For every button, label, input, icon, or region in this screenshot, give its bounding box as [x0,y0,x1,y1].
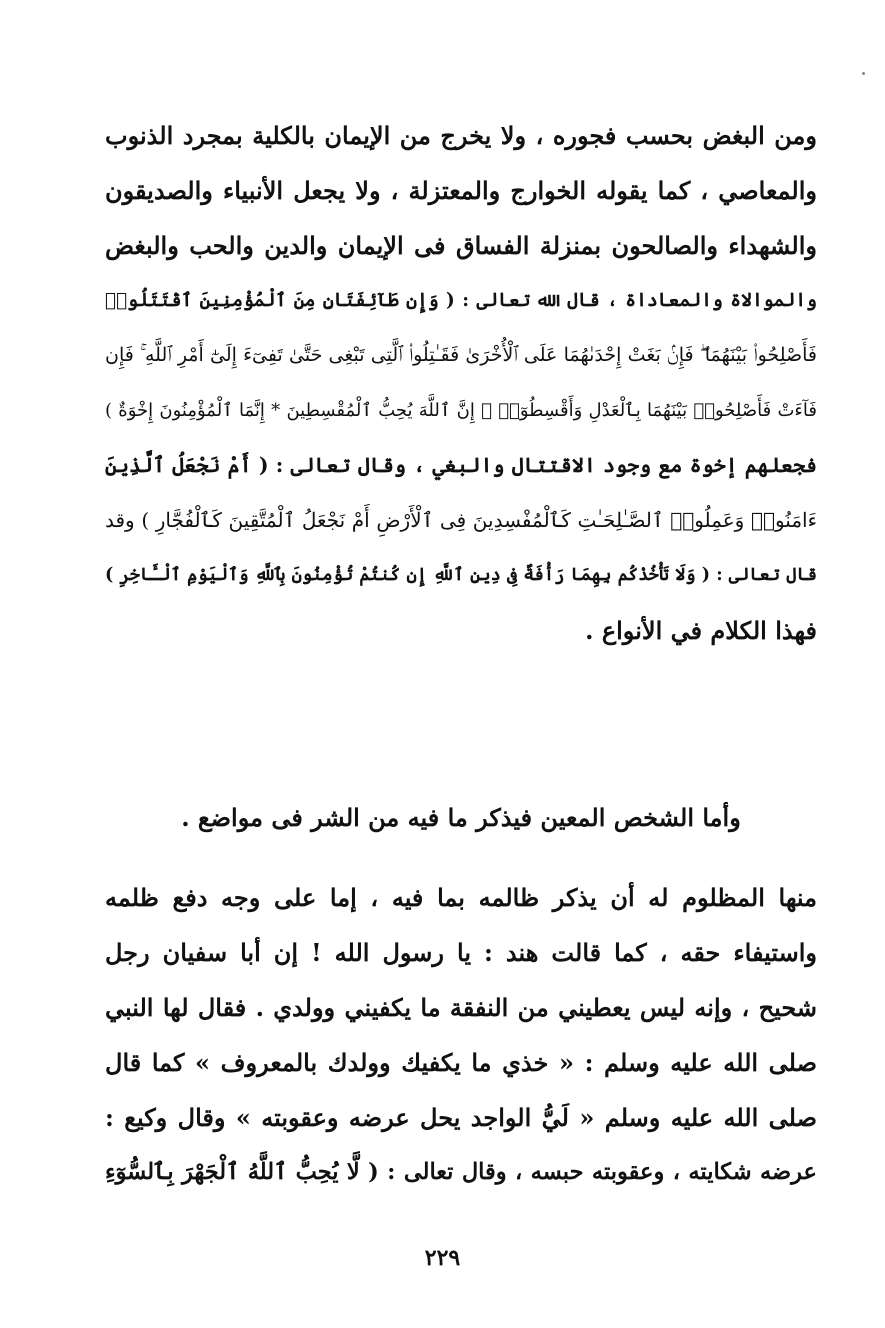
quran-verse-line: فَأَصْلِحُوا۟ بَيْنَهُمَا ۖ فَإِنۢ بَغَتْ إِحْدَىٰهُمَا عَلَى ٱلْأُخْرَىٰ فَقَـٰتِلُوا۟ ٱلَّتِى تَبْغِى حَتَّىٰ تَفِىٓءَ إِلَىٰٓ أَمْرِ ٱللَّهِ ۚ فَإِن [105,344,817,366]
quran-verse-line: ءَامَنُوا۟ وَعَمِلُوا۟ ٱلصَّـٰلِحَـٰتِ كَٱلْمُفْسِدِينَ فِى ٱلْأَرْضِ أَمْ نَجْعَلُ ٱلْمُتَّقِينَ كَٱلْفُجَّارِ ) وقد [105,508,817,532]
text-line: صلى الله عليه وسلم « لَيُّ الواجد يحل عرضه وعقوبته » وقال وكيع : [105,1103,817,1132]
text-line: فهذا الكلام في الأنواع . [585,616,817,645]
text-line: والموالاة والمعاداة ، قال الله تعالى : ( وَإِن طَآئِفَتَانِ مِنَ ٱلْمُؤْمِنِينَ ٱقْتَتَلُوا۟ [105,290,817,311]
quran-verse-line: فَآءَتْ فَأَصْلِحُوا۟ بَيْنَهُمَا بِٱلْعَدْلِ وَأَقْسِطُوٓا۟ ۖ إِنَّ ٱللَّهَ يُحِبُّ ٱلْمُقْسِطِينَ * إِنَّمَا ٱلْمُؤْمِنُونَ إِخْوَةٌ ) [105,400,817,421]
text-line: والشهداء والصالحون بمنزلة الفساق فى الإيمان والدين والحب والبغض [105,231,817,260]
text-line: منها المظلوم له أن يذكر ظالمه بما فيه ، إما على وجه دفع ظلمه [105,883,817,912]
paragraph-specific-person [105,790,817,845]
text-line: ومن البغض بحسب فجوره ، ولا يخرج من الإيمان بالكلية بمجرد الذنوب [105,121,817,150]
text-line: واستيفاء حقه ، كما قالت هند : يا رسول الله ! إن أبا سفيان رجل [105,938,817,967]
paragraph-oppressed [105,870,817,1200]
paragraph-types-of-speech [105,108,817,658]
text-line: عرضه شكايته ، وعقوبته حبسه ، وقال تعالى : ( لَّا يُحِبُّ ٱللَّهُ ٱلْجَهْرَ بِٱلسُّوٓءِ [105,1159,817,1185]
scan-mark [862,72,865,75]
text-line: والمعاصي ، كما يقوله الخوارج والمعتزلة ، ولا يجعل الأنبياء والصديقون [105,176,817,205]
text-line: فجعلهم إخوة مع وجود الاقتتال والبغي ، وقال تعالى : ( أَمْ نَجْعَلُ ٱلَّذِينَ [105,453,817,477]
text-line: وأما الشخص المعين فيذكر ما فيه من الشر فى مواضع . [181,803,741,832]
text-line: قال تعالى : ( وَلَا تَأْخُذْكُم بِهِمَا رَأْفَةٌ فِى دِينِ ٱللَّهِ إِن كُنتُمْ تُؤْمِنُونَ بِٱللَّهِ وَٱلْيَوْمِ ٱلْـَٔاخِرِ ) [105,565,817,585]
text-line: صلى الله عليه وسلم : « خذي ما يكفيك وولدك بالمعروف » كما قال [105,1048,817,1077]
text-line: شحيح ، وإنه ليس يعطيني من النفقة ما يكفيني وولدي . فقال لها النبي [105,993,817,1022]
page-number: ٢٢٩ [424,1245,461,1271]
